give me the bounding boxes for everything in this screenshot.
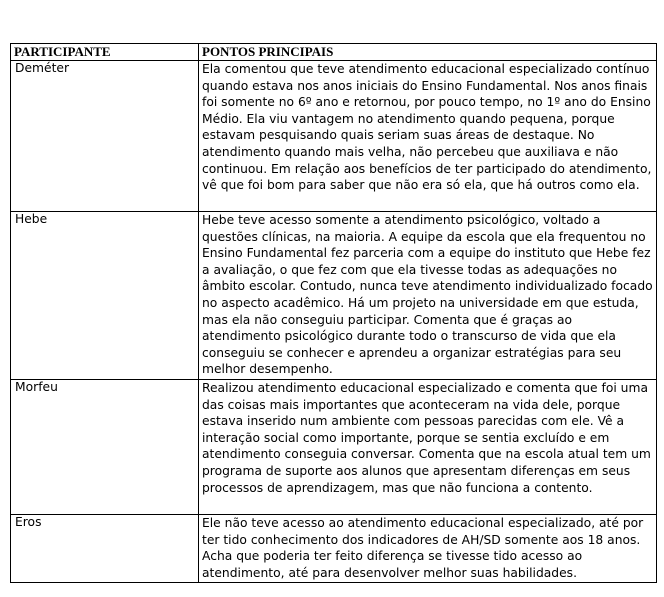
table-row xyxy=(11,61,657,212)
main-points-text: Realizou atendimento educacional especializado e comenta que foi uma das coisas mais importantes que aconteceram na vida dele, porque estava inserido num ambiente com pessoas parecidas com ele. Vê a interação social como importante, porque se sentia excluído e em atendimento conseguia conversar. Comenta que na escola atual tem um programa de suporte aos alunos que apresentam diferenças em seus processos de aprendizagem, mas que não funciona a contento. xyxy=(199,380,657,515)
table-row xyxy=(11,380,657,515)
participant-name: Morfeu xyxy=(11,380,199,515)
header-participant: PARTICIPANTE xyxy=(11,44,199,61)
participant-name: Eros xyxy=(11,515,199,583)
participant-name: Hebe xyxy=(11,212,199,380)
main-points-text: Ele não teve acesso ao atendimento educacional especializado, até por ter tido conhecimento dos indicadores de AH/SD somente aos 18 anos. Acha que poderia ter feito diferença se tivesse tido acesso ao atendimento, até para desenvolver melhor suas habilidades. xyxy=(199,515,657,583)
main-points-text: Hebe teve acesso somente a atendimento psicológico, voltado a questões clínicas, na maioria. A equipe da escola que ela frequentou no Ensino Fundamental fez parceria com a equipe do instituto que Hebe fez a avaliação, o que fez com que ela tivesse todas as adequações no âmbito escolar. Contudo, nunca teve atendimento individualizado focado no aspecto acadêmico. Há um projeto na universidade em que estuda, mas ela não conseguiu participar. Comenta que é graças ao atendimento psicológico durante todo o transcurso de vida que ela conseguiu se conhecer e aprendeu a organizar estratégias para seu melhor desempenho. xyxy=(199,212,657,380)
main-points-text: Ela comentou que teve atendimento educacional especializado contínuo quando estava nos anos iniciais do Ensino Fundamental. Nos anos finais foi somente no 6º ano e retornou, por pouco tempo, no 1º ano do Ensino Médio. Ela viu vantagem no atendimento quando pequena, porque estavam pesquisando quais seriam suas áreas de destaque. No atendimento quando mais velha, não percebeu que auxiliava e não continuou. Em relação aos benefícios de ter participado do atendimento, vê que foi bom para saber que não era só ela, que há outros como ela. xyxy=(199,61,657,212)
table-row xyxy=(11,515,657,583)
table-header-row xyxy=(11,44,657,61)
header-main-points: PONTOS PRINCIPAIS xyxy=(199,44,657,61)
participants-table xyxy=(10,43,657,583)
table-row xyxy=(11,212,657,380)
participant-name: Deméter xyxy=(11,61,199,212)
